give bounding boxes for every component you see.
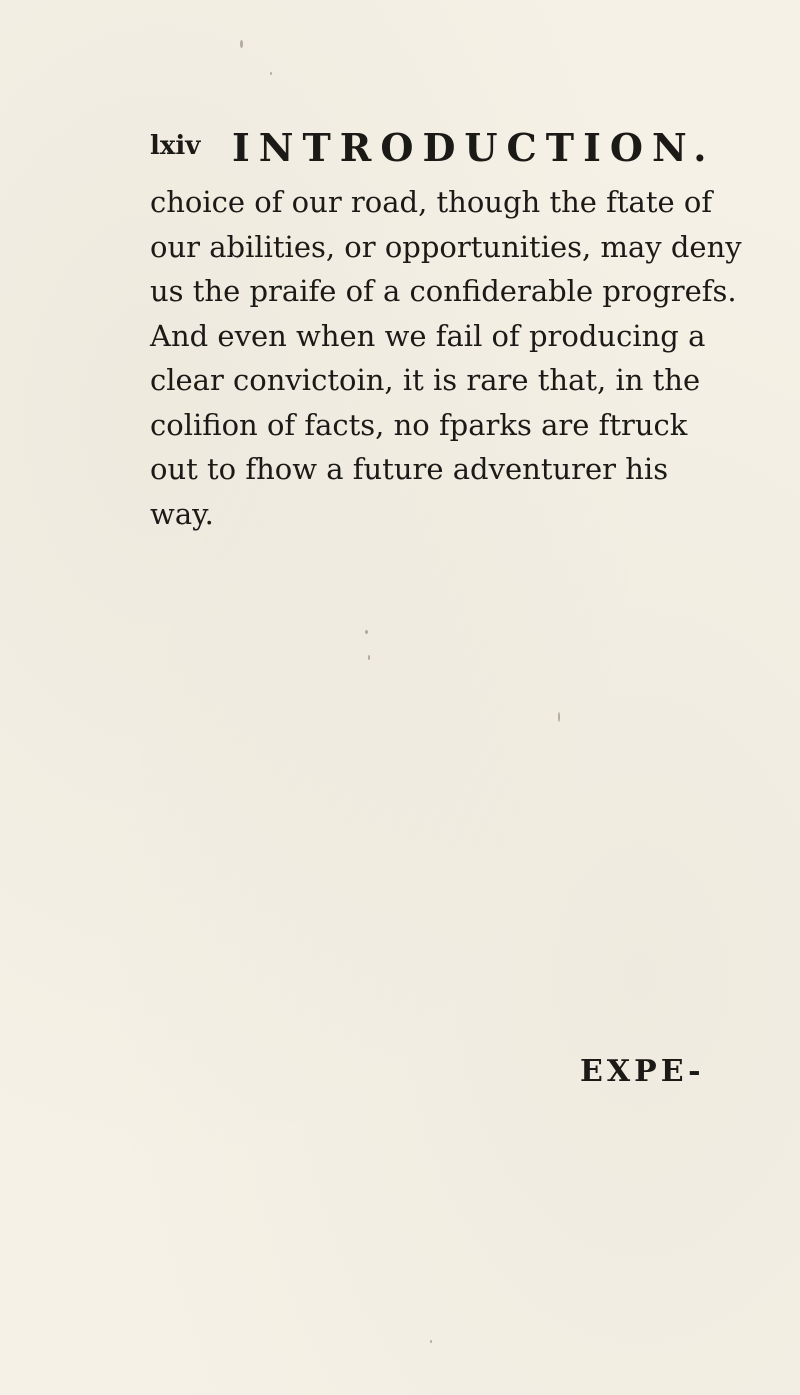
- paper-speck: [368, 655, 370, 660]
- paper-speck: [270, 72, 272, 75]
- text-line: choice of our road, though the ftate of: [150, 185, 713, 219]
- paper-speck: [558, 712, 560, 722]
- running-title: INTRODUCTION.: [232, 125, 716, 170]
- text-line: way.: [150, 496, 214, 531]
- text-line: out to fhow a future adventurer his: [150, 452, 669, 486]
- text-line: us the praife of a confiderable progrefs.: [150, 274, 737, 308]
- text-line: clear convictoin, it is rare that, in the: [150, 363, 701, 397]
- text-line: And even when we fail of producing a: [150, 318, 706, 353]
- body-paragraph: [150, 180, 742, 536]
- page-number: lxiv: [150, 131, 201, 161]
- paper-speck: [430, 1340, 432, 1343]
- page-header: [150, 125, 716, 170]
- text-line: our abilities, or opportunities, may deny: [150, 229, 742, 264]
- text-line: colifion of facts, no fparks are ftruck: [150, 407, 688, 442]
- catchword: EXPE-: [580, 1054, 705, 1089]
- paper-speck: [365, 630, 368, 634]
- paper-speck: [240, 40, 243, 48]
